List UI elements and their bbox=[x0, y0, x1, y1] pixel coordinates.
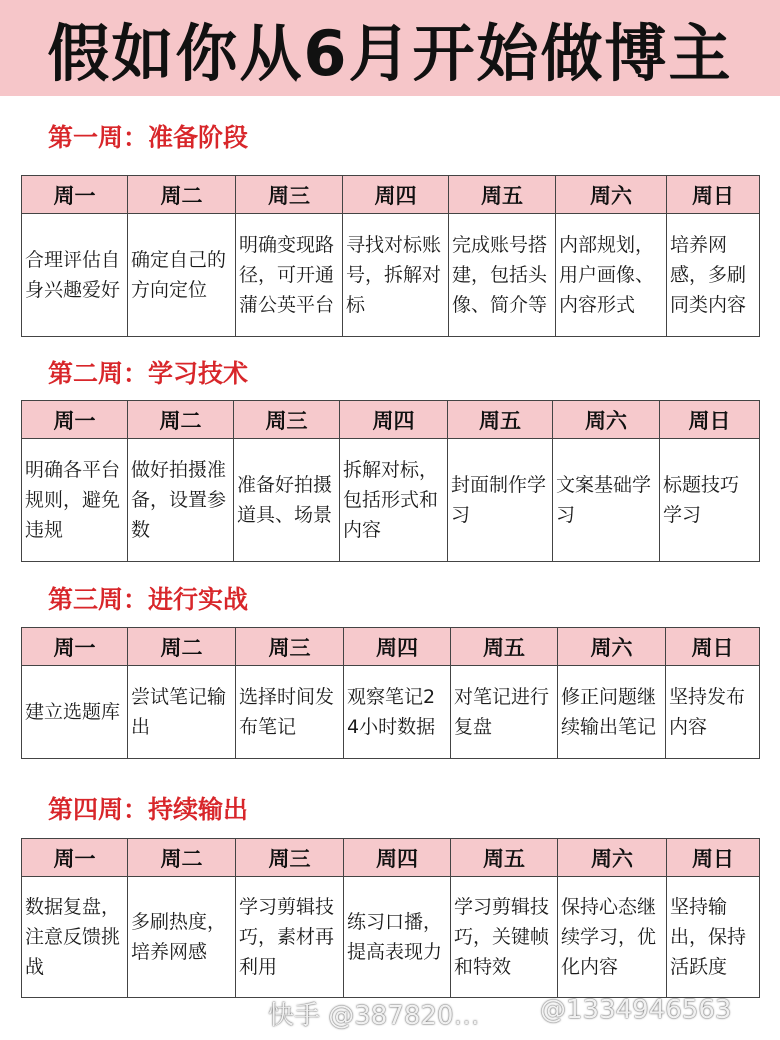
week-2-header-row bbox=[22, 401, 760, 439]
weekday-header: 周二 bbox=[128, 839, 236, 877]
weekday-header: 周日 bbox=[667, 176, 760, 214]
weekday-header: 周一 bbox=[22, 839, 128, 877]
task-cell: 选择时间发布笔记 bbox=[236, 666, 344, 759]
weekday-header: 周三 bbox=[234, 401, 340, 439]
week-2-table bbox=[21, 400, 760, 562]
weekday-header: 周三 bbox=[236, 839, 344, 877]
weekday-header: 周日 bbox=[667, 839, 760, 877]
weekday-header: 周四 bbox=[344, 839, 451, 877]
weekday-header: 周一 bbox=[22, 176, 128, 214]
task-cell: 学习剪辑技巧，关键帧和特效 bbox=[451, 877, 558, 998]
week-3-heading: 第三周：进行实战 bbox=[48, 585, 249, 614]
task-cell: 建立选题库 bbox=[22, 666, 128, 759]
task-cell: 坚持输出，保持活跃度 bbox=[667, 877, 760, 998]
weekday-header: 周五 bbox=[449, 176, 556, 214]
week-2-heading: 第二周：学习技术 bbox=[48, 359, 249, 388]
week-4-task-row bbox=[22, 877, 760, 998]
weekday-header: 周六 bbox=[558, 628, 666, 666]
task-cell: 标题技巧学习 bbox=[660, 439, 760, 562]
task-cell: 合理评估自身兴趣爱好 bbox=[22, 214, 128, 337]
week-4-header-row bbox=[22, 839, 760, 877]
task-cell: 数据复盘，注意反馈挑战 bbox=[22, 877, 128, 998]
task-cell: 内部规划，用户画像、内容形式 bbox=[556, 214, 667, 337]
task-cell: 完成账号搭建，包括头像、简介等 bbox=[449, 214, 556, 337]
task-cell: 学习剪辑技巧，素材再利用 bbox=[236, 877, 344, 998]
weekday-header: 周日 bbox=[660, 401, 760, 439]
week-2-task-row bbox=[22, 439, 760, 562]
week-3-table bbox=[21, 627, 760, 759]
page-title: 假如你从6月开始做博主 bbox=[47, 16, 733, 90]
task-cell: 寻找对标账号，拆解对标 bbox=[343, 214, 449, 337]
weekday-header: 周五 bbox=[451, 839, 558, 877]
weekday-header: 周三 bbox=[236, 628, 344, 666]
weekday-header: 周一 bbox=[22, 401, 128, 439]
task-cell: 文案基础学习 bbox=[553, 439, 660, 562]
weekday-header: 周三 bbox=[236, 176, 343, 214]
task-cell: 坚持发布内容 bbox=[666, 666, 760, 759]
task-cell: 观察笔记24小时数据 bbox=[344, 666, 451, 759]
weekday-header: 周四 bbox=[344, 628, 451, 666]
watermark-left: 快手 @387820… bbox=[268, 1001, 480, 1031]
weekday-header: 周五 bbox=[448, 401, 553, 439]
task-cell: 练习口播，提高表现力 bbox=[344, 877, 451, 998]
weekday-header: 周四 bbox=[343, 176, 449, 214]
watermark-right: @1334946563 bbox=[540, 995, 732, 1025]
task-cell: 多刷热度，培养网感 bbox=[128, 877, 236, 998]
task-cell: 明确各平台规则，避免违规 bbox=[22, 439, 128, 562]
weekday-header: 周五 bbox=[451, 628, 558, 666]
task-cell: 修正问题继续输出笔记 bbox=[558, 666, 666, 759]
week-1-header-row bbox=[22, 176, 760, 214]
weekday-header: 周二 bbox=[128, 176, 236, 214]
title-banner bbox=[0, 0, 780, 96]
weekday-header: 周一 bbox=[22, 628, 128, 666]
week-3-task-row bbox=[22, 666, 760, 759]
task-cell: 准备好拍摄道具、场景 bbox=[234, 439, 340, 562]
weekday-header: 周二 bbox=[128, 628, 236, 666]
task-cell: 明确变现路径，可开通蒲公英平台 bbox=[236, 214, 343, 337]
week-1-task-row bbox=[22, 214, 760, 337]
weekday-header: 周日 bbox=[666, 628, 760, 666]
task-cell: 确定自己的方向定位 bbox=[128, 214, 236, 337]
weekday-header: 周二 bbox=[128, 401, 234, 439]
week-1-heading: 第一周：准备阶段 bbox=[48, 123, 249, 152]
task-cell: 做好拍摄准备，设置参数 bbox=[128, 439, 234, 562]
week-4-heading: 第四周：持续输出 bbox=[48, 795, 249, 824]
weekday-header: 周六 bbox=[558, 839, 667, 877]
task-cell: 拆解对标，包括形式和内容 bbox=[340, 439, 448, 562]
week-1-table bbox=[21, 175, 760, 337]
weekday-header: 周六 bbox=[556, 176, 667, 214]
task-cell: 保持心态继续学习，优化内容 bbox=[558, 877, 667, 998]
task-cell: 对笔记进行复盘 bbox=[451, 666, 558, 759]
week-4-table bbox=[21, 838, 760, 998]
task-cell: 封面制作学习 bbox=[448, 439, 553, 562]
task-cell: 尝试笔记输出 bbox=[128, 666, 236, 759]
weekday-header: 周四 bbox=[340, 401, 448, 439]
week-3-header-row bbox=[22, 628, 760, 666]
task-cell: 培养网感，多刷同类内容 bbox=[667, 214, 760, 337]
weekday-header: 周六 bbox=[553, 401, 660, 439]
